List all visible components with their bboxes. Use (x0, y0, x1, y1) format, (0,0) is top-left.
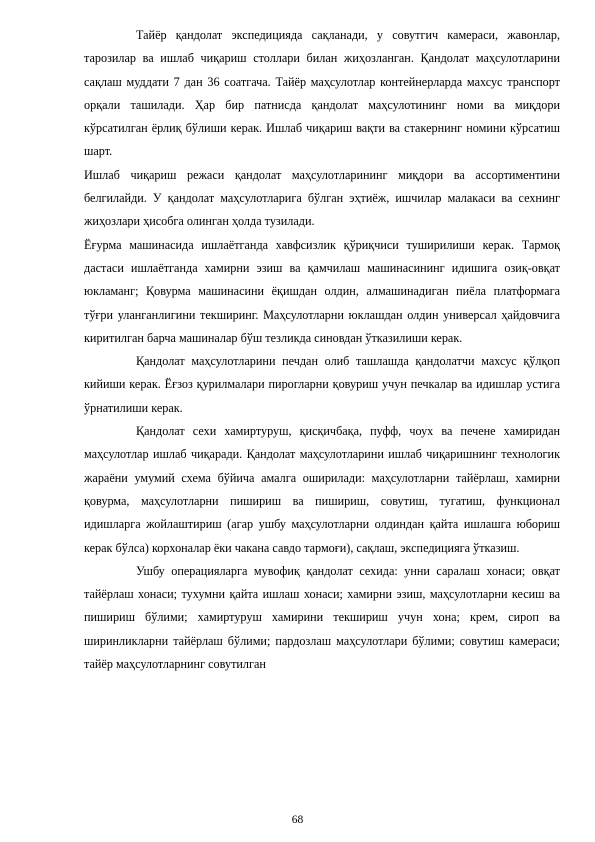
paragraph-workshop-rooms: Ушбу операцияларга мувофиқ қандолат сехида: унни саралаш хонаси; овқат тайёрлаш хонаси; тухумни қайта ишлаш хонаси; хамирни эзиш, маҳсулотларни кесиш ва пишириш бўлими; хамиртуруш хамирини текшириш учун хона; крем, сироп ва ширинликларни тайёрлаш бўлими; пардозлаш маҳсулотлари бўлими; совутиш камераси; тайёр маҳсулотларнинг совутилган (84, 563, 560, 672)
paragraph-oven-gloves: Қандолат маҳсулотларини печдан олиб ташлашда қандолатчи махсус қўлқоп кийиши керак. Ёғзоз қурилмалари пирогларни қовуриш учун печкалар ва идишлар устига ўрнатилиши керак. (84, 354, 560, 415)
paragraph-production-plan: Ишлаб чиқариш режаси қандолат маҳсулотларининг миқдори ва ассортиментини белгилайди. У қандолат маҳсулотларига бўлган эҳтиёж, ишчилар малакаси ва сехнинг жиҳозлари ҳисобга олинган ҳолда тузилади. (84, 167, 560, 229)
paragraph-mixing-machine-safety: Ёғурма машинасида ишлаётганда хавфсизлик қўриқчиси туширилиши керак. Тармоқ дастаси ишлаётганда хамирни эзиш ва қамчилаш машинасининг идишига озиқ-овқат юкламанг; Қовурма машинасини ёқишдан олдин, алмашинадиган пиёла платформага тўғри уланганлигини текширинг. Маҳсулотларни юклашдан олдин универсал ҳайдовчига киритилган барча машиналар бўш тезликда синовдан ўтказилиши керак. (84, 237, 560, 345)
document-body (84, 24, 560, 676)
page-number: 68 (291, 814, 304, 826)
paragraph-expedition-storage: Тайёр қандолат экспедицияда сақланади, у совутгич камераси, жавонлар, тарозилар ва ишлаб чиқариш столлари билан жиҳозланган. Қандолат маҳсулотларини сақлаш муддати 7 дан 36 соатгача. Тайёр маҳсулотлар контейнерларда махсус транспорт орқали ташилади. Ҳар бир патнисда қандолат маҳсулотининг номи ва миқдори кўрсатилган ёрлиқ бўлиши керак. Ишлаб чиқариш вақти ва стакернинг номини кўрсатиш шарт. (84, 28, 560, 159)
paragraph-dough-products: Қандолат сехи хамиртуруш, қисқичбақа, пуфф, чоух ва печене хамиридан маҳсулотлар ишлаб чиқаради. Қандолат маҳсулотларини ишлаб чиқаришнинг технологик жараёни умумий схема бўйича амалга оширилади: маҳсулотларни тайёрлаш, хамирни қовурма, маҳсулотларни пишириш ва пишириш, совутиш, тугатиш, функционал идишларга жойлаштириш (агар ушбу маҳсулотларни олдиндан қайта ишлашга юбориш керак бўлса) корхоналар ёки чакана савдо тармоғи), сақлаш, экспедицияга ўтказиш. (84, 424, 560, 555)
